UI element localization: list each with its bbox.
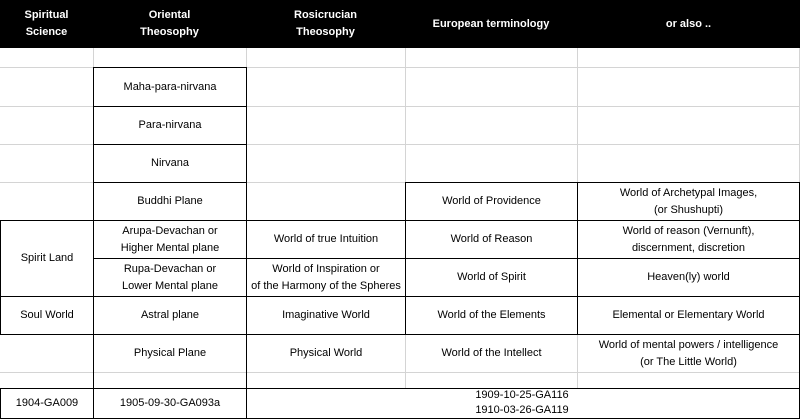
border-line [246, 67, 247, 182]
cell-world-of-the-intellect: World of the Intellect [441, 347, 542, 359]
cell-physical-world: Physical World [289, 347, 363, 359]
cell-world-of-inspiration: World of Inspiration or of the Harmony of the Spheres [251, 262, 401, 292]
cell-imaginative-world: Imaginative World [282, 309, 370, 321]
header-oriental-theosophy: Oriental Theosophy [93, 0, 246, 48]
cell-physical-plane: Physical Plane [133, 347, 207, 359]
cell-rupa-devachan: Rupa-Devachan or Lower Mental plane [121, 262, 218, 292]
cell-buddhi-plane: Buddhi Plane [137, 195, 203, 207]
cell-world-of-true-intuition: World of true Intuition [273, 233, 379, 245]
cell-world-of-reason: World of Reason [450, 233, 533, 245]
cell-world-of-archetypal-images: World of Archetypal Images, (or Shushupti) [619, 186, 758, 216]
cell-elemental-world: Elemental or Elementary World [612, 309, 765, 321]
cell-world-of-mental-powers: World of mental powers / intelligence (or The Little World) [598, 338, 779, 368]
cell-world-of-reason-vernunft: World of reason (Vernunft), discernment, discretion [622, 224, 755, 254]
cell-astral-plane: Astral plane [140, 309, 200, 321]
cell-spirit-land: Spirit Land [20, 252, 74, 264]
cell-arupa-devachan: Arupa-Devachan or Higher Mental plane [120, 224, 220, 254]
cell-nirvana: Nirvana [151, 157, 189, 169]
header-european-terminology: European terminology [405, 0, 577, 48]
cell-maha-para-nirvana: Maha-para-nirvana [123, 80, 217, 93]
header-rosicrucian-theosophy: Rosicrucian Theosophy [246, 0, 405, 48]
source-spiritual-science: 1904-GA009 [15, 397, 79, 409]
cell-heavenly-world: Heaven(ly) world [647, 271, 730, 283]
cell-world-of-spirit: World of Spirit [457, 271, 526, 283]
header-spiritual-science: Spiritual Science [0, 0, 93, 48]
cell-world-of-providence: World of Providence [442, 195, 541, 207]
source-european-terminology: 1909-10-25-GA116 1910-03-26-GA119 [475, 389, 569, 416]
cell-soul-world: Soul World [20, 309, 74, 321]
cell-world-of-the-elements: World of the Elements [437, 309, 546, 321]
header-or-also: or also .. [577, 0, 800, 48]
cell-para-nirvana: Para-nirvana [138, 119, 202, 131]
source-oriental-theosophy: 1905-09-30-GA093a [119, 397, 221, 409]
grid-line [0, 372, 800, 373]
